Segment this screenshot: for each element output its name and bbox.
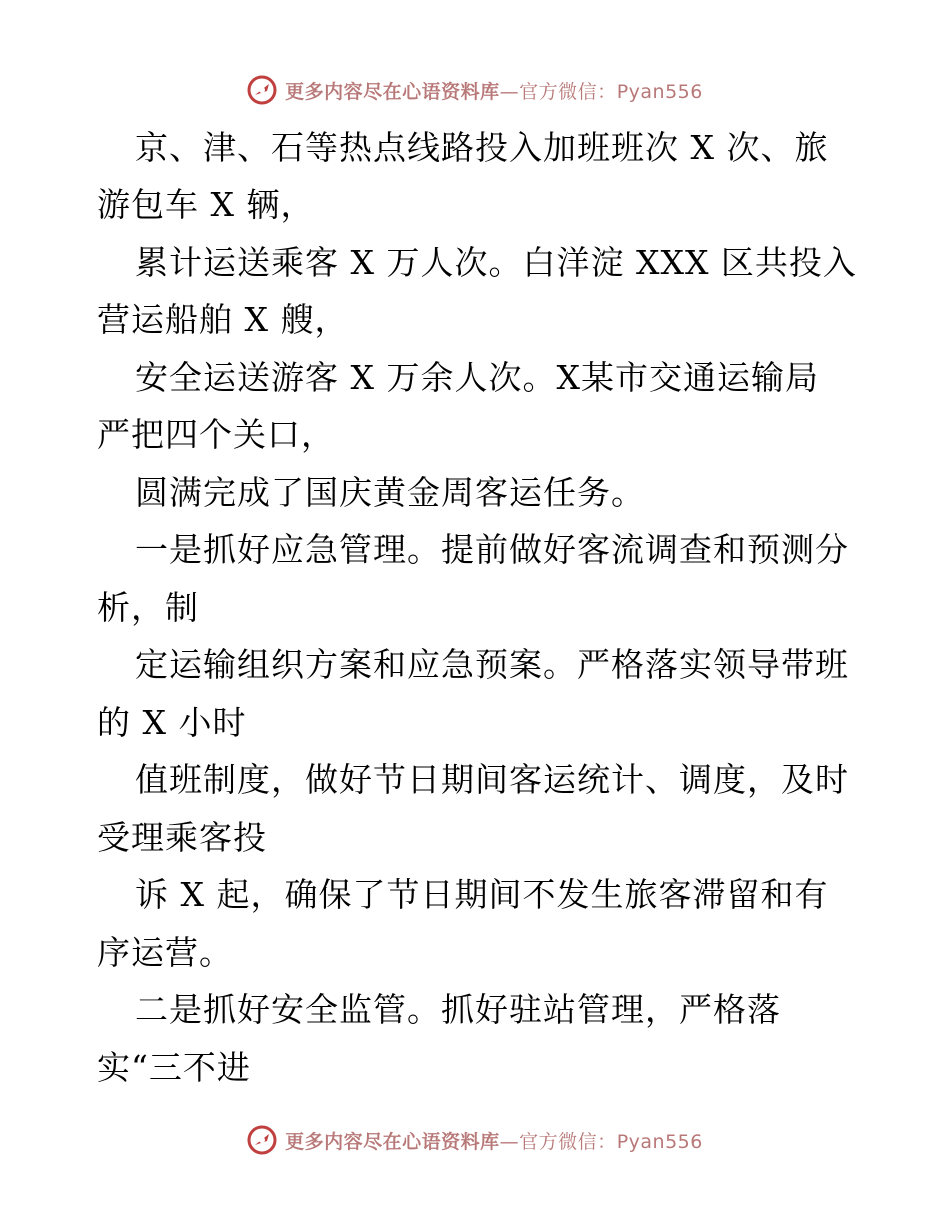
text-line: 值班制度，做好节日期间客运统计、调度，及时 xyxy=(135,760,849,799)
text-line: 一是抓好应急管理。提前做好客流调查和预测分 xyxy=(135,530,849,569)
header-separator: — xyxy=(499,80,520,103)
text-line: 诉 X 起，确保了节日期间不发生旅客滞留和有 xyxy=(135,875,829,914)
footer-separator: — xyxy=(499,1130,520,1153)
header-brand: 更多内容尽在心语资料库 xyxy=(285,80,500,103)
footer-banner xyxy=(0,1120,950,1160)
text-line: 受理乘客投 xyxy=(97,818,267,857)
text-line: 序运营。 xyxy=(97,933,233,972)
text-line: 严把四个关口， xyxy=(97,415,335,454)
footer-text xyxy=(285,1127,703,1154)
text-line: 累计运送乘客 X 万人次。白洋淀 XXX 区共投入 xyxy=(135,243,857,282)
text-line: 圆满完成了国庆黄金周客运任务。 xyxy=(135,473,645,512)
footer-brand: 更多内容尽在心语资料库 xyxy=(285,1130,500,1153)
footer-wechat-label: 官方微信： xyxy=(519,1130,617,1153)
logo-icon xyxy=(247,1125,277,1155)
text-line: 定运输组织方案和应急预案。严格落实领导带班 xyxy=(135,645,849,684)
text-line: 实“三不进 xyxy=(97,1048,251,1087)
text-line: 的 X 小时 xyxy=(97,703,247,742)
header-wechat-id: Pyan556 xyxy=(616,80,703,103)
text-line: 游包车 X 辆， xyxy=(97,185,315,224)
text-line: 京、津、石等热点线路投入加班班次 X 次、旅 xyxy=(135,128,829,167)
text-line: 析，制 xyxy=(97,588,199,627)
text-line: 营运船舶 X 艘， xyxy=(97,300,349,339)
text-line: 安全运送游客 X 万余人次。X某市交通运输局 xyxy=(135,358,819,397)
text-line: 二是抓好安全监管。抓好驻站管理，严格落 xyxy=(135,990,781,1029)
footer-wechat-id: Pyan556 xyxy=(616,1130,703,1153)
header-wechat-label: 官方微信： xyxy=(519,80,617,103)
